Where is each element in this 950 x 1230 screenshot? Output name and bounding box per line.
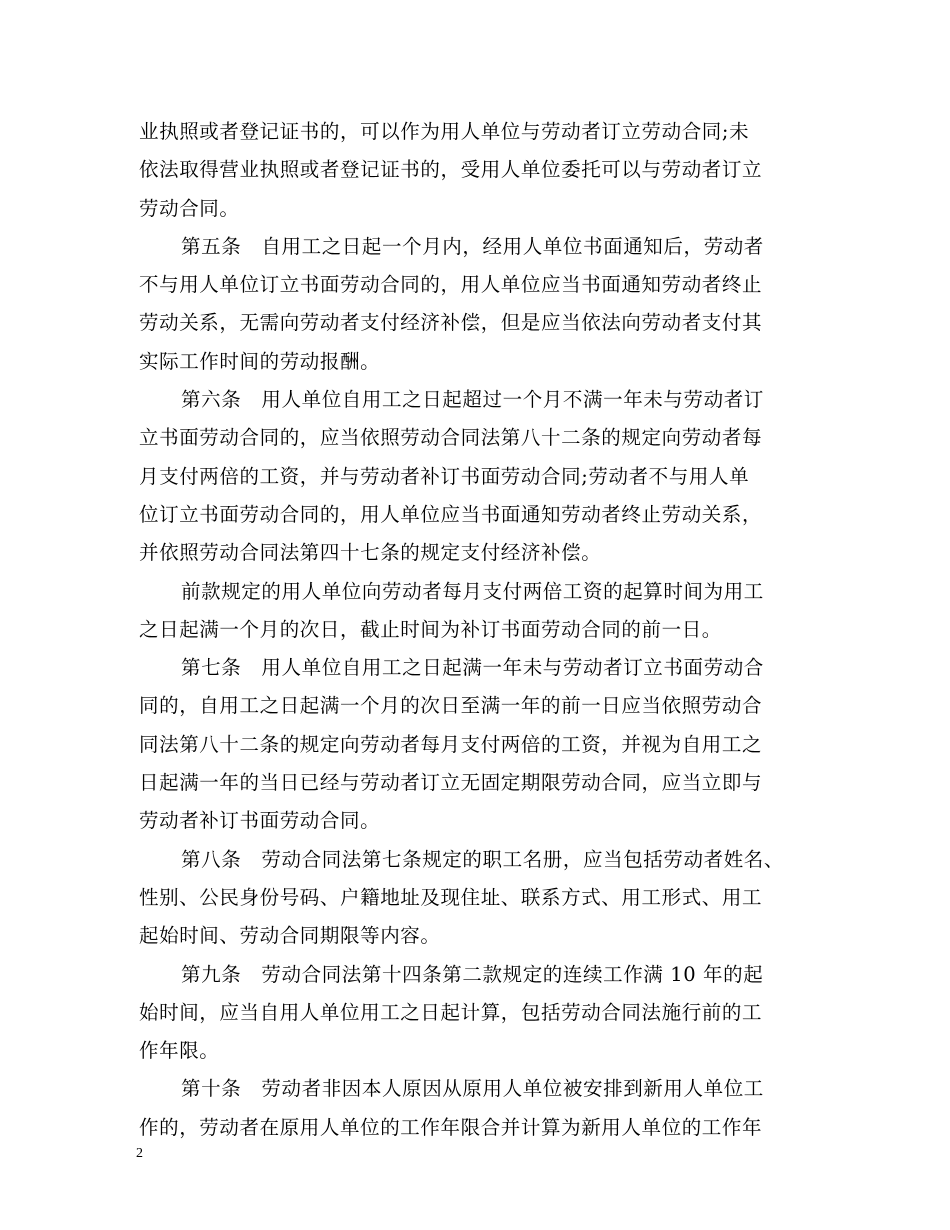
text-line: 劳动者补订书面劳动合同。 — [139, 809, 381, 833]
text-line: 作的，劳动者在原用人单位的工作年限合并计算为新用人单位的工作年 — [139, 1115, 763, 1139]
text-line: 不与用人单位订立书面劳动合同的，用人单位应当书面通知劳动者终止 — [139, 273, 763, 297]
text-line: 实际工作时间的劳动报酬。 — [139, 349, 381, 373]
page-number: 2 — [136, 1146, 143, 1161]
paragraph-start: 前款规定的用人单位向劳动者每月支付两倍工资的起算时间为用工 — [181, 579, 764, 603]
text-line: 起始时间、劳动合同期限等内容。 — [139, 924, 441, 948]
text-line: 同的，自用工之日起满一个月的次日至满一年的前一日应当依照劳动合 — [139, 694, 763, 718]
text-line: 业执照或者登记证书的，可以作为用人单位与劳动者订立劳动合同;未 — [139, 120, 750, 143]
text-line: 月支付两倍的工资，并与劳动者补订书面劳动合同;劳动者不与用人单 — [139, 464, 750, 488]
text-line: 并依照劳动合同法第四十七条的规定支付经济补偿。 — [139, 541, 602, 565]
article-6-start: 第六条 用人单位自用工之日起超过一个月不满一年未与劳动者订 — [181, 388, 764, 412]
article-10-start: 第十条 劳动者非因本人原因从原用人单位被安排到新用人单位工 — [181, 1077, 764, 1101]
text-line: 作年限。 — [139, 1039, 220, 1063]
text-line: 同法第八十二条的规定向劳动者每月支付两倍的工资，并视为自用工之 — [139, 732, 763, 756]
article-9-start: 第九条 劳动合同法第十四条第二款规定的连续工作满 10 年的起 — [181, 962, 764, 986]
article-8-start: 第八条 劳动合同法第七条规定的职工名册，应当包括劳动者姓名、 — [181, 847, 785, 871]
article-7-start: 第七条 用人单位自用工之日起满一年未与劳动者订立书面劳动合 — [181, 656, 764, 680]
text-line: 性别、公民身份号码、户籍地址及现住址、联系方式、用工形式、用工 — [139, 885, 763, 909]
text-line: 劳动合同。 — [139, 196, 240, 220]
text-line: 位订立书面劳动合同的，用人单位应当书面通知劳动者终止劳动关系， — [139, 502, 763, 526]
document-body — [139, 113, 839, 1147]
text-line: 劳动关系，无需向劳动者支付经济补偿，但是应当依法向劳动者支付其 — [139, 311, 763, 335]
text-line: 始时间，应当自用人单位用工之日起计算，包括劳动合同法施行前的工 — [139, 1000, 763, 1024]
text-line: 日起满一年的当日已经与劳动者订立无固定期限劳动合同，应当立即与 — [139, 771, 763, 795]
article-5-start: 第五条 自用工之日起一个月内，经用人单位书面通知后，劳动者 — [181, 234, 764, 258]
text-line: 立书面劳动合同的，应当依照劳动合同法第八十二条的规定向劳动者每 — [139, 426, 763, 450]
text-line: 依法取得营业执照或者登记证书的，受用人单位委托可以与劳动者订立 — [139, 158, 763, 182]
text-line: 之日起满一个月的次日，截止时间为补订书面劳动合同的前一日。 — [139, 617, 722, 641]
